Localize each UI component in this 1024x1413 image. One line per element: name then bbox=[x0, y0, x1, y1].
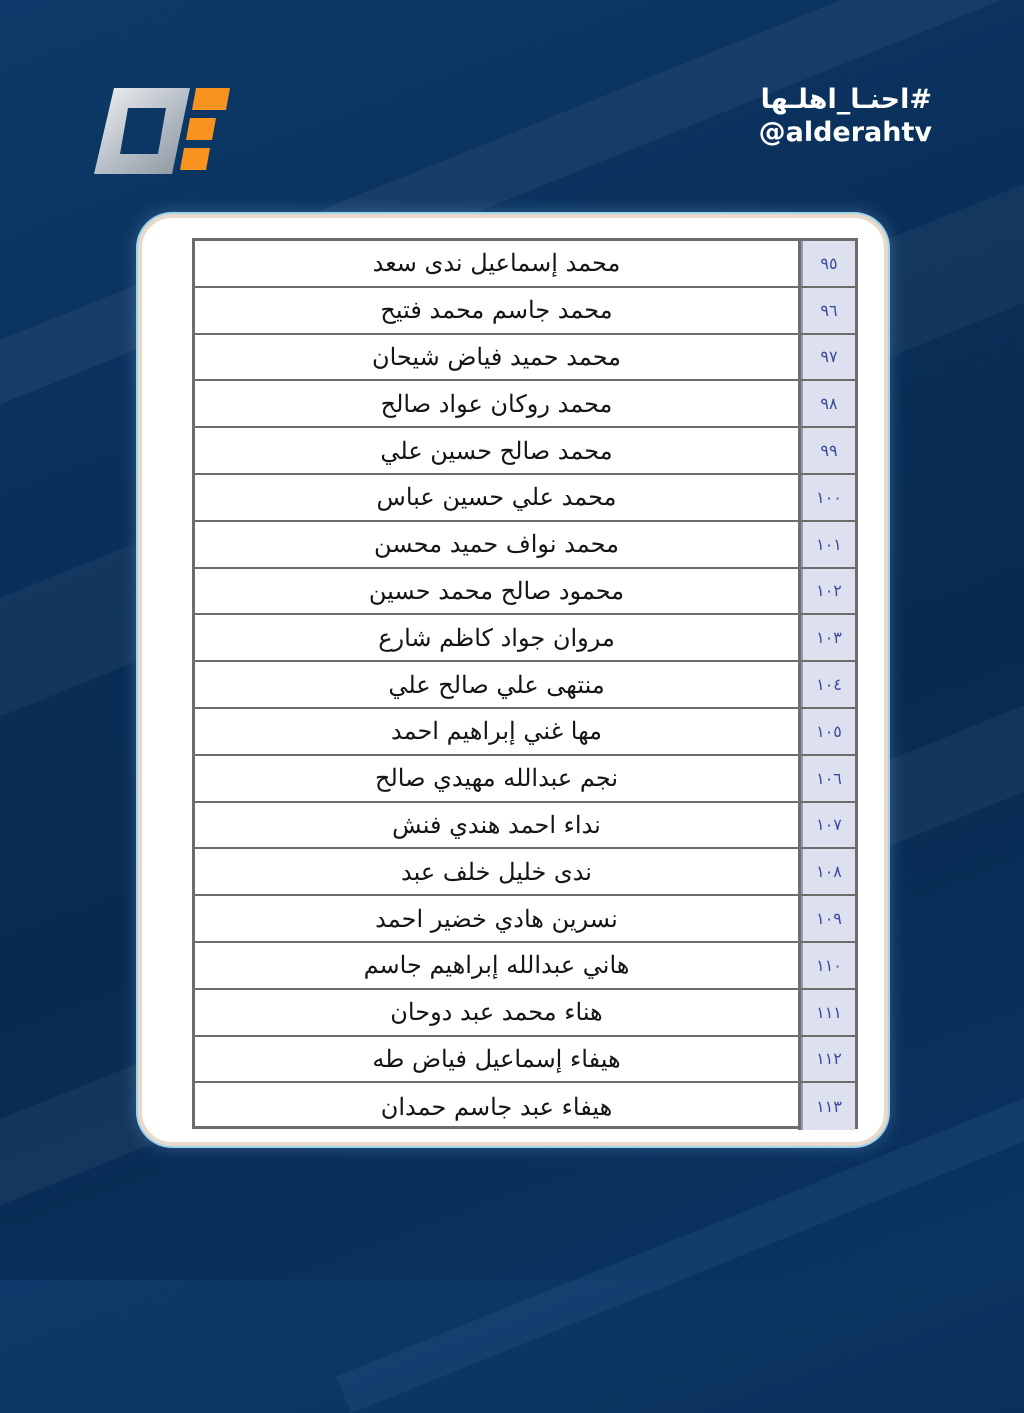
table-row bbox=[195, 943, 855, 990]
row-name: هناء محمد عبد دوحان bbox=[195, 990, 801, 1035]
table-row bbox=[195, 756, 855, 803]
table-row bbox=[195, 615, 855, 662]
channel-branding bbox=[759, 84, 932, 150]
row-name: محمد نواف حميد محسن bbox=[195, 522, 801, 567]
table-row bbox=[195, 990, 855, 1037]
row-number: ١٠١ bbox=[801, 522, 855, 567]
row-number: ١١١ bbox=[801, 990, 855, 1035]
table-row bbox=[195, 335, 855, 382]
row-number: ١٠٩ bbox=[801, 896, 855, 941]
table-row bbox=[195, 288, 855, 335]
names-table bbox=[192, 238, 858, 1129]
row-number: ١٠٣ bbox=[801, 615, 855, 660]
table-row bbox=[195, 241, 855, 288]
table-row bbox=[195, 475, 855, 522]
row-number: ١٠٤ bbox=[801, 662, 855, 707]
table-row bbox=[195, 803, 855, 850]
row-name: نسرين هادي خضير احمد bbox=[195, 896, 801, 941]
row-name: مروان جواد كاظم شارع bbox=[195, 615, 801, 660]
row-name: مها غني إبراهيم احمد bbox=[195, 709, 801, 754]
row-number: ١٠٥ bbox=[801, 709, 855, 754]
row-number: ١٠٠ bbox=[801, 475, 855, 520]
row-name: هيفاء عبد جاسم حمدان bbox=[195, 1083, 801, 1130]
row-name: محمد علي حسين عباس bbox=[195, 475, 801, 520]
table-row bbox=[195, 381, 855, 428]
table-row bbox=[195, 428, 855, 475]
row-number: ١٠٢ bbox=[801, 569, 855, 614]
row-number: ١١٠ bbox=[801, 943, 855, 988]
row-name: محمد حميد فياض شيحان bbox=[195, 335, 801, 380]
alderah-logo-icon bbox=[92, 86, 232, 176]
row-name: محمود صالح محمد حسين bbox=[195, 569, 801, 614]
row-number: ١١٣ bbox=[801, 1083, 855, 1130]
row-number: ٩٩ bbox=[801, 428, 855, 473]
table-row bbox=[195, 522, 855, 569]
table-row bbox=[195, 1083, 855, 1130]
table-row bbox=[195, 849, 855, 896]
row-number: ٩٦ bbox=[801, 288, 855, 333]
hashtag: #احنـا_اهلـها bbox=[760, 84, 932, 115]
row-name: نجم عبدالله مهيدي صالح bbox=[195, 756, 801, 801]
row-name: هاني عبدالله إبراهيم جاسم bbox=[195, 943, 801, 988]
table-row bbox=[195, 662, 855, 709]
row-number: ١٠٦ bbox=[801, 756, 855, 801]
row-number: ٩٧ bbox=[801, 335, 855, 380]
row-number: ١٠٨ bbox=[801, 849, 855, 894]
row-name: محمد صالح حسين علي bbox=[195, 428, 801, 473]
row-name: محمد إسماعيل ندى سعد bbox=[195, 241, 801, 286]
row-number: ١٠٧ bbox=[801, 803, 855, 848]
row-name: منتهى علي صالح علي bbox=[195, 662, 801, 707]
row-number: ٩٥ bbox=[801, 241, 855, 286]
row-name: محمد جاسم محمد فتيح bbox=[195, 288, 801, 333]
row-name: ندى خليل خلف عبد bbox=[195, 849, 801, 894]
table-row bbox=[195, 1037, 855, 1084]
row-number: ٩٨ bbox=[801, 381, 855, 426]
row-number: ١١٢ bbox=[801, 1037, 855, 1082]
row-name: هيفاء إسماعيل فياض طه bbox=[195, 1037, 801, 1082]
row-name: نداء احمد هندي فنش bbox=[195, 803, 801, 848]
table-row bbox=[195, 569, 855, 616]
table-row bbox=[195, 709, 855, 756]
table-row bbox=[195, 896, 855, 943]
account-handle: @alderahtv bbox=[758, 117, 932, 148]
row-name: محمد روكان عواد صالح bbox=[195, 381, 801, 426]
